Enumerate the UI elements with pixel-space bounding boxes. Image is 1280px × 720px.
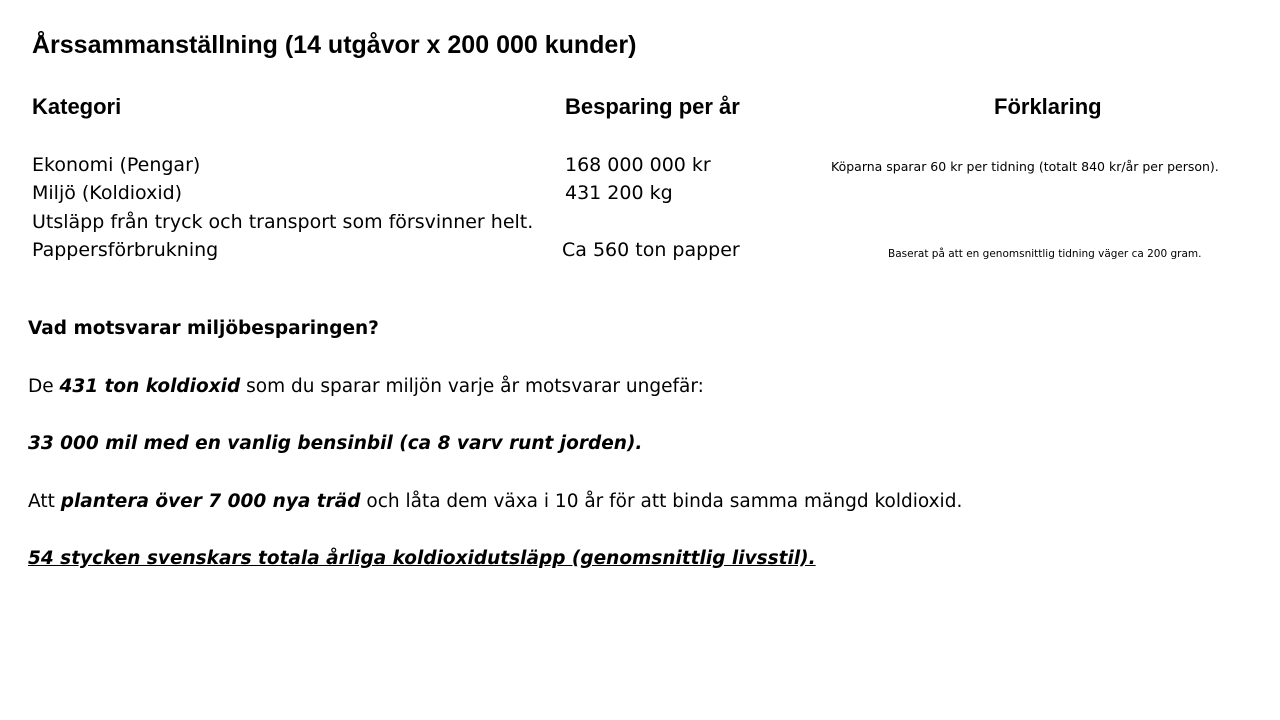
row-economy-saving: 168 000 000 kr xyxy=(565,154,711,176)
trees-emphasis: plantera över 7 000 nya träd xyxy=(60,491,361,512)
header-category: Kategori xyxy=(32,94,122,119)
equivalents-intro xyxy=(28,373,704,401)
header-explanation: Förklaring xyxy=(994,94,1102,119)
header-saving: Besparing per år xyxy=(565,94,740,119)
row-emissions-category: Utsläpp från tryck och transport som försvinner helt. xyxy=(32,211,534,233)
intro-post: som du sparar miljön varje år motsvarar ungefär: xyxy=(240,376,704,397)
row-paper-explanation: Baserat på att en genomsnittlig tidning väger ca 200 gram. xyxy=(888,248,1202,260)
trees-post: och låta dem växa i 10 år för att binda samma mängd koldioxid. xyxy=(360,491,963,512)
row-environment-category: Miljö (Koldioxid) xyxy=(32,182,183,204)
row-environment-saving: 431 200 kg xyxy=(565,182,673,204)
row-economy-explanation: Köparna sparar 60 kr per tidning (totalt 840 kr/år per person). xyxy=(831,159,1219,174)
equivalent-swedes-emissions: 54 stycken svenskars totala årliga koldioxidutsläpp (genomsnittlig livsstil). xyxy=(28,548,816,569)
row-paper-saving: Ca 560 ton papper xyxy=(562,239,740,261)
slide-title: Årssammanställning (14 utgåvor x 200 000 kunder) xyxy=(32,31,637,59)
equivalent-trees xyxy=(28,488,962,516)
intro-emphasis: 431 ton koldioxid xyxy=(59,376,241,397)
row-paper-category: Pappersförbrukning xyxy=(32,239,219,261)
row-economy-category: Ekonomi (Pengar) xyxy=(32,154,201,176)
intro-pre: De xyxy=(28,376,60,397)
equivalents-heading: Vad motsvarar miljöbesparingen? xyxy=(28,318,379,339)
trees-pre: Att xyxy=(28,491,61,512)
equivalent-car-distance: 33 000 mil med en vanlig bensinbil (ca 8 varv runt jorden). xyxy=(28,433,643,454)
